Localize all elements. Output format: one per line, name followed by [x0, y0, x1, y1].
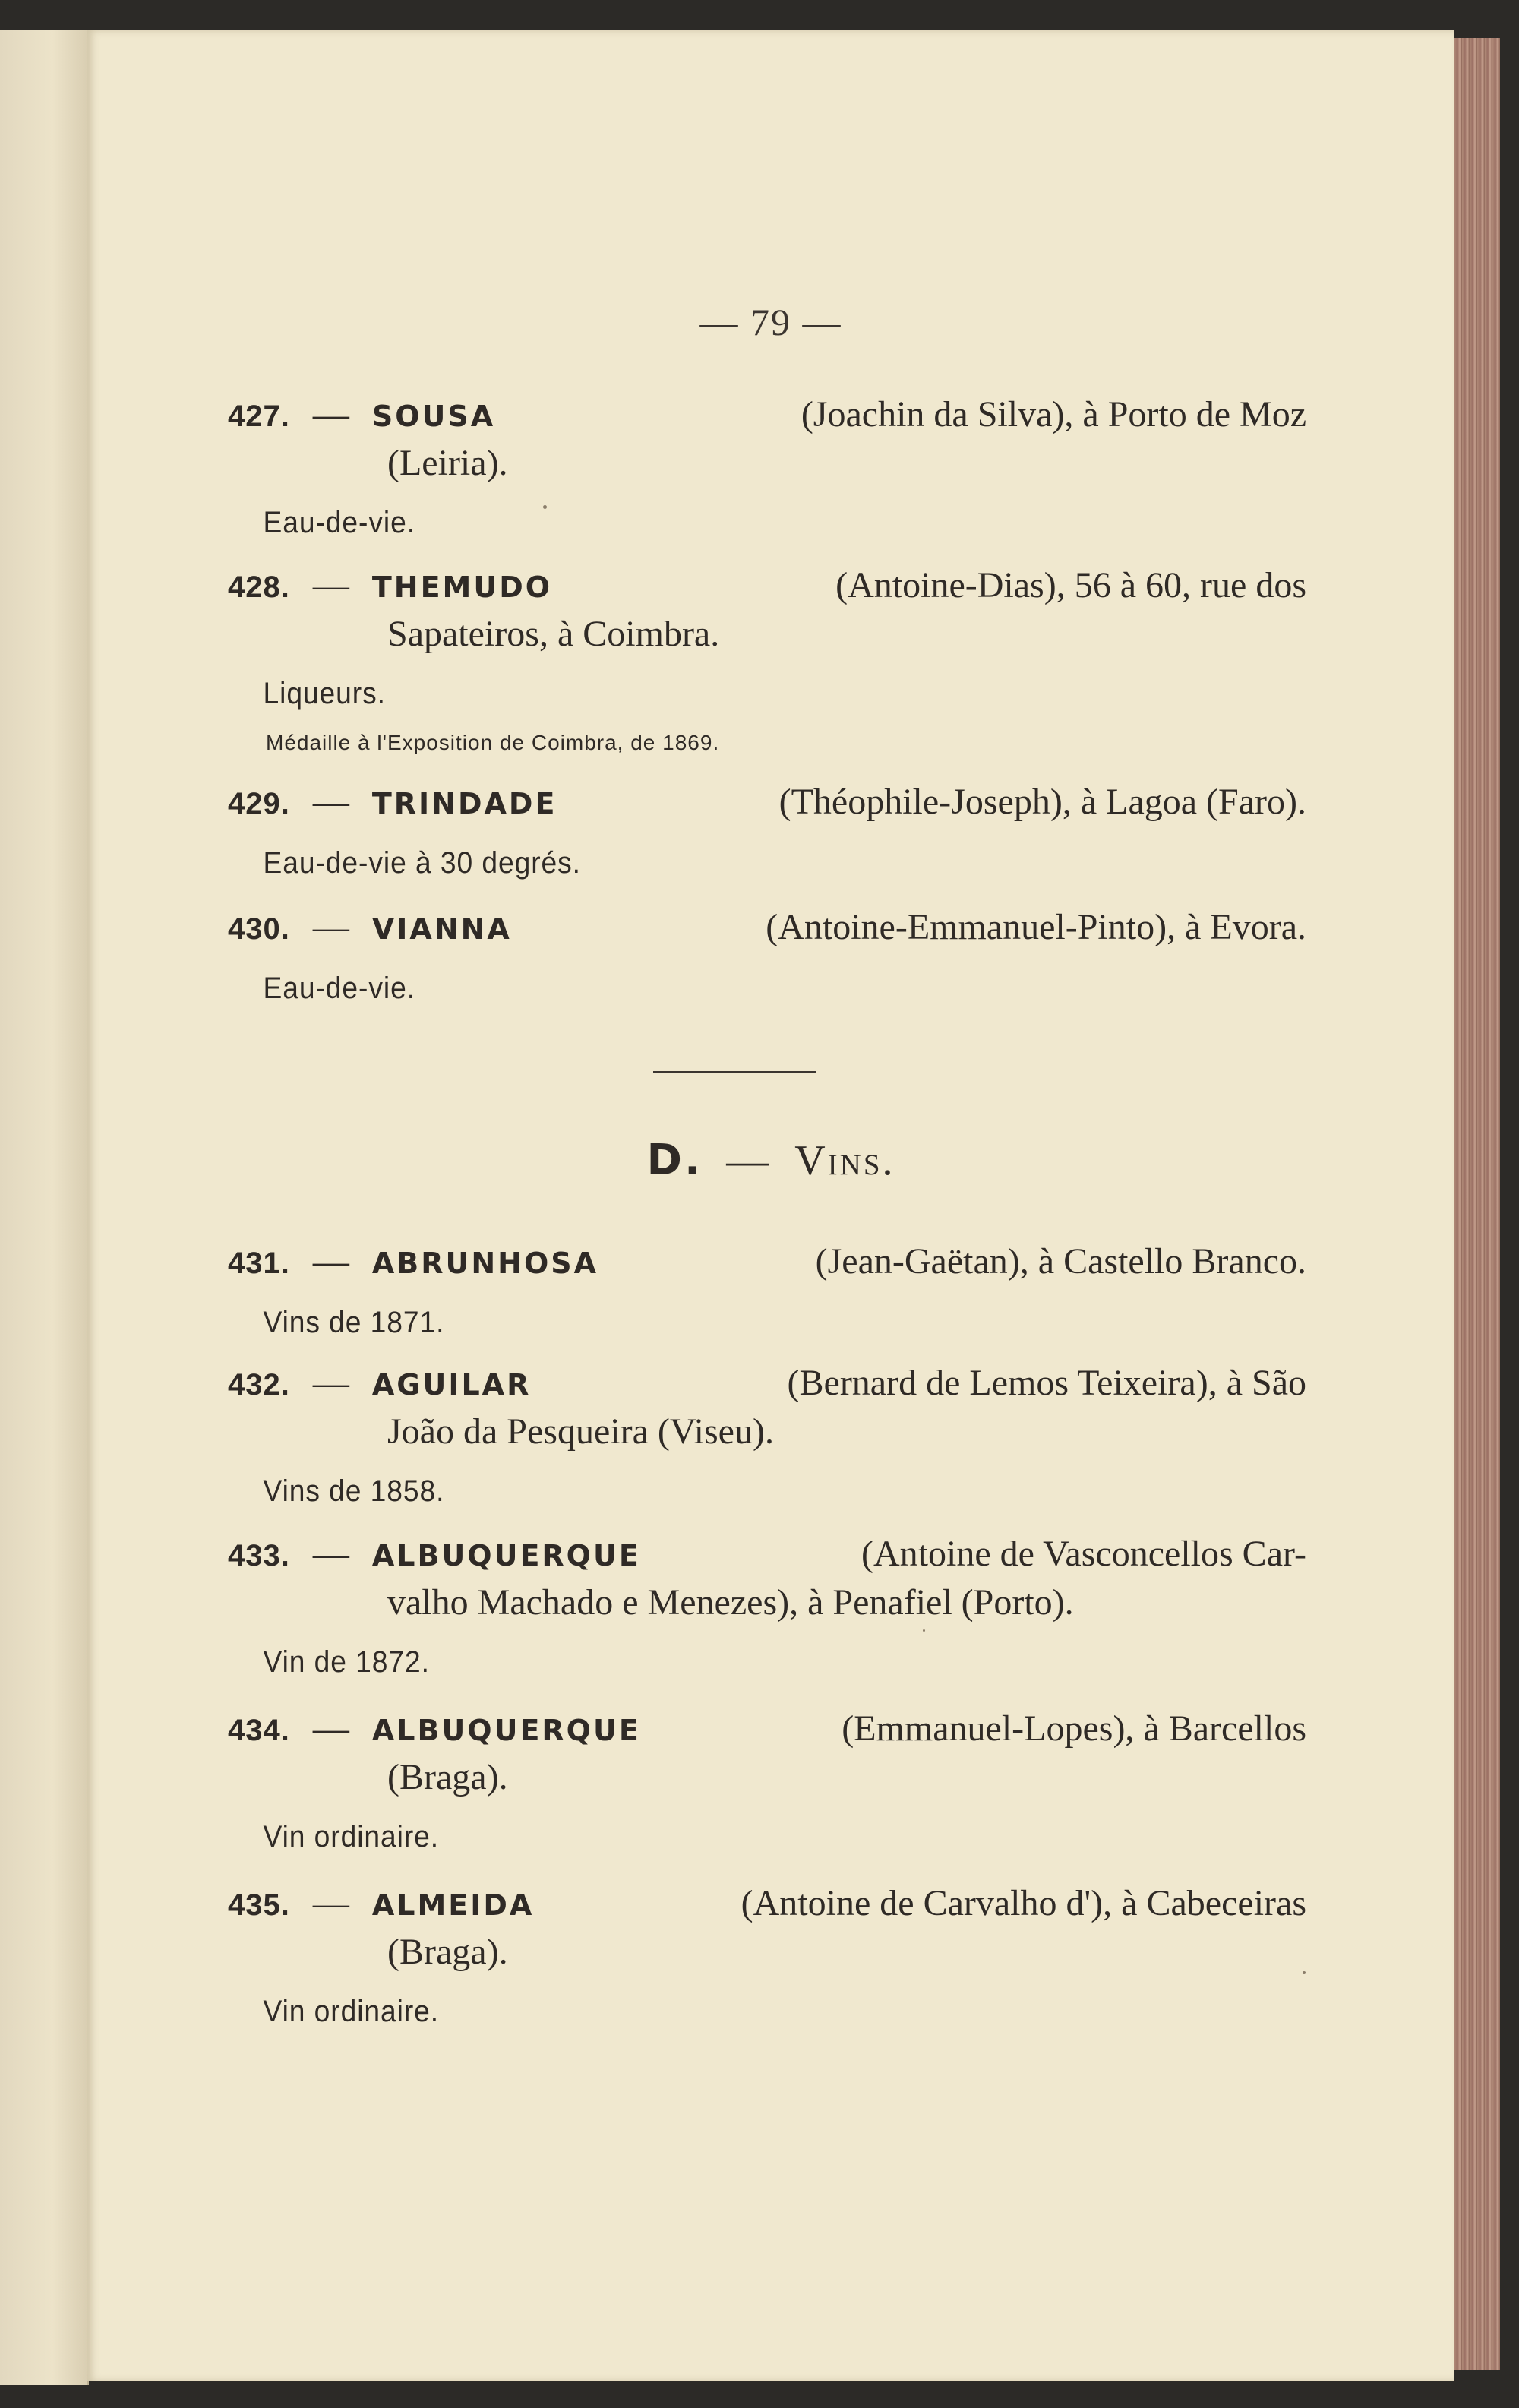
entry-name: ALBUQUERQUE — [371, 1714, 641, 1747]
paper-speck — [1303, 1971, 1306, 1974]
catalog-entry — [228, 1531, 1306, 1684]
catalog-entry — [228, 1360, 1306, 1513]
section-divider — [653, 1071, 816, 1073]
catalog-entry — [228, 391, 1306, 545]
entry-number: 428. — [228, 570, 290, 604]
entry-dash: — — [312, 1241, 349, 1281]
entry-dash: — — [312, 394, 349, 435]
entry-continuation: (Leiria). — [387, 443, 508, 483]
entry-name: ALMEIDA — [371, 1888, 535, 1922]
catalog-entry — [228, 779, 1306, 885]
entry-name: SOUSA — [371, 400, 496, 433]
entry-dash: — — [312, 1534, 349, 1574]
entry-number: 432. — [228, 1368, 290, 1402]
entry-product: Vins de 1858. — [263, 1474, 445, 1508]
entry-number: 433. — [228, 1539, 290, 1572]
entry-continuation: valho Machado e Menezes), à Penafiel (Porto). — [387, 1582, 1074, 1623]
entry-details: (Joachin da Silva), à Porto de Moz — [801, 394, 1306, 435]
page-stack-edge — [1454, 38, 1500, 2370]
paper-speck — [543, 505, 547, 509]
section-heading — [87, 1136, 1454, 1185]
section-letter: D. — [646, 1136, 703, 1185]
entry-award: Médaille à l'Exposition de Coimbra, de 1869. — [266, 731, 720, 754]
entry-continuation: (Braga). — [387, 1757, 508, 1797]
entry-dash: — — [312, 565, 349, 605]
entry-continuation: Sapateiros, à Coimbra. — [387, 614, 720, 654]
catalog-entry — [228, 1705, 1306, 1859]
entry-product: Vin de 1872. — [263, 1645, 430, 1679]
catalog-entry — [228, 904, 1306, 1010]
entry-name: AGUILAR — [371, 1368, 532, 1402]
entry-details: (Emmanuel-Lopes), à Barcellos — [842, 1708, 1306, 1749]
catalog-entry — [228, 1880, 1306, 2034]
entry-details: (Antoine de Vasconcellos Car- — [861, 1534, 1306, 1574]
entry-number: 429. — [228, 787, 290, 820]
page-number: — 79 — — [699, 301, 842, 343]
left-page-edge — [0, 30, 89, 2385]
entry-details: (Théophile-Joseph), à Lagoa (Faro). — [778, 782, 1306, 822]
entry-product: Eau-de-vie. — [263, 506, 415, 539]
entry-details: (Antoine-Dias), 56 à 60, rue dos — [835, 565, 1306, 605]
entry-continuation: (Braga). — [387, 1932, 508, 1972]
entry-number: 434. — [228, 1714, 290, 1747]
entry-name: TRINDADE — [371, 787, 557, 820]
entry-continuation: João da Pesqueira (Viseu). — [387, 1411, 774, 1452]
entry-name: VIANNA — [371, 912, 512, 946]
catalog-entry — [228, 1238, 1306, 1345]
entry-product: Liqueurs. — [263, 677, 386, 710]
entry-dash: — — [312, 782, 349, 822]
section-title: Vins. — [794, 1137, 895, 1184]
entry-product: Eau-de-vie à 30 degrés. — [263, 846, 581, 880]
entry-name: ALBUQUERQUE — [371, 1539, 641, 1572]
entry-number: 435. — [228, 1888, 290, 1922]
entry-product: Vins de 1871. — [263, 1306, 445, 1339]
entry-dash: — — [312, 1363, 349, 1403]
entry-number: 431. — [228, 1247, 290, 1280]
entry-name: THEMUDO — [371, 570, 553, 604]
section-dash: — — [726, 1137, 772, 1184]
entry-product: Eau-de-vie. — [263, 972, 415, 1005]
catalog-entry — [228, 562, 1306, 760]
entry-product: Vin ordinaire. — [263, 1820, 440, 1853]
entry-details: (Antoine de Carvalho d'), à Cabeceiras — [741, 1883, 1306, 1923]
entry-dash: — — [312, 1708, 349, 1749]
entry-dash: — — [312, 1883, 349, 1923]
entry-name: ABRUNHOSA — [371, 1247, 599, 1280]
paper-speck — [923, 1629, 925, 1632]
book-page — [87, 30, 1454, 2381]
entry-dash: — — [312, 907, 349, 947]
entry-details: (Jean-Gaëtan), à Castello Branco. — [815, 1241, 1306, 1281]
entry-number: 427. — [228, 400, 290, 433]
entry-product: Vin ordinaire. — [263, 1995, 440, 2028]
entry-number: 430. — [228, 912, 290, 946]
entry-details: (Bernard de Lemos Teixeira), à São — [787, 1363, 1306, 1403]
entry-details: (Antoine-Emmanuel-Pinto), à Evora. — [766, 907, 1306, 947]
